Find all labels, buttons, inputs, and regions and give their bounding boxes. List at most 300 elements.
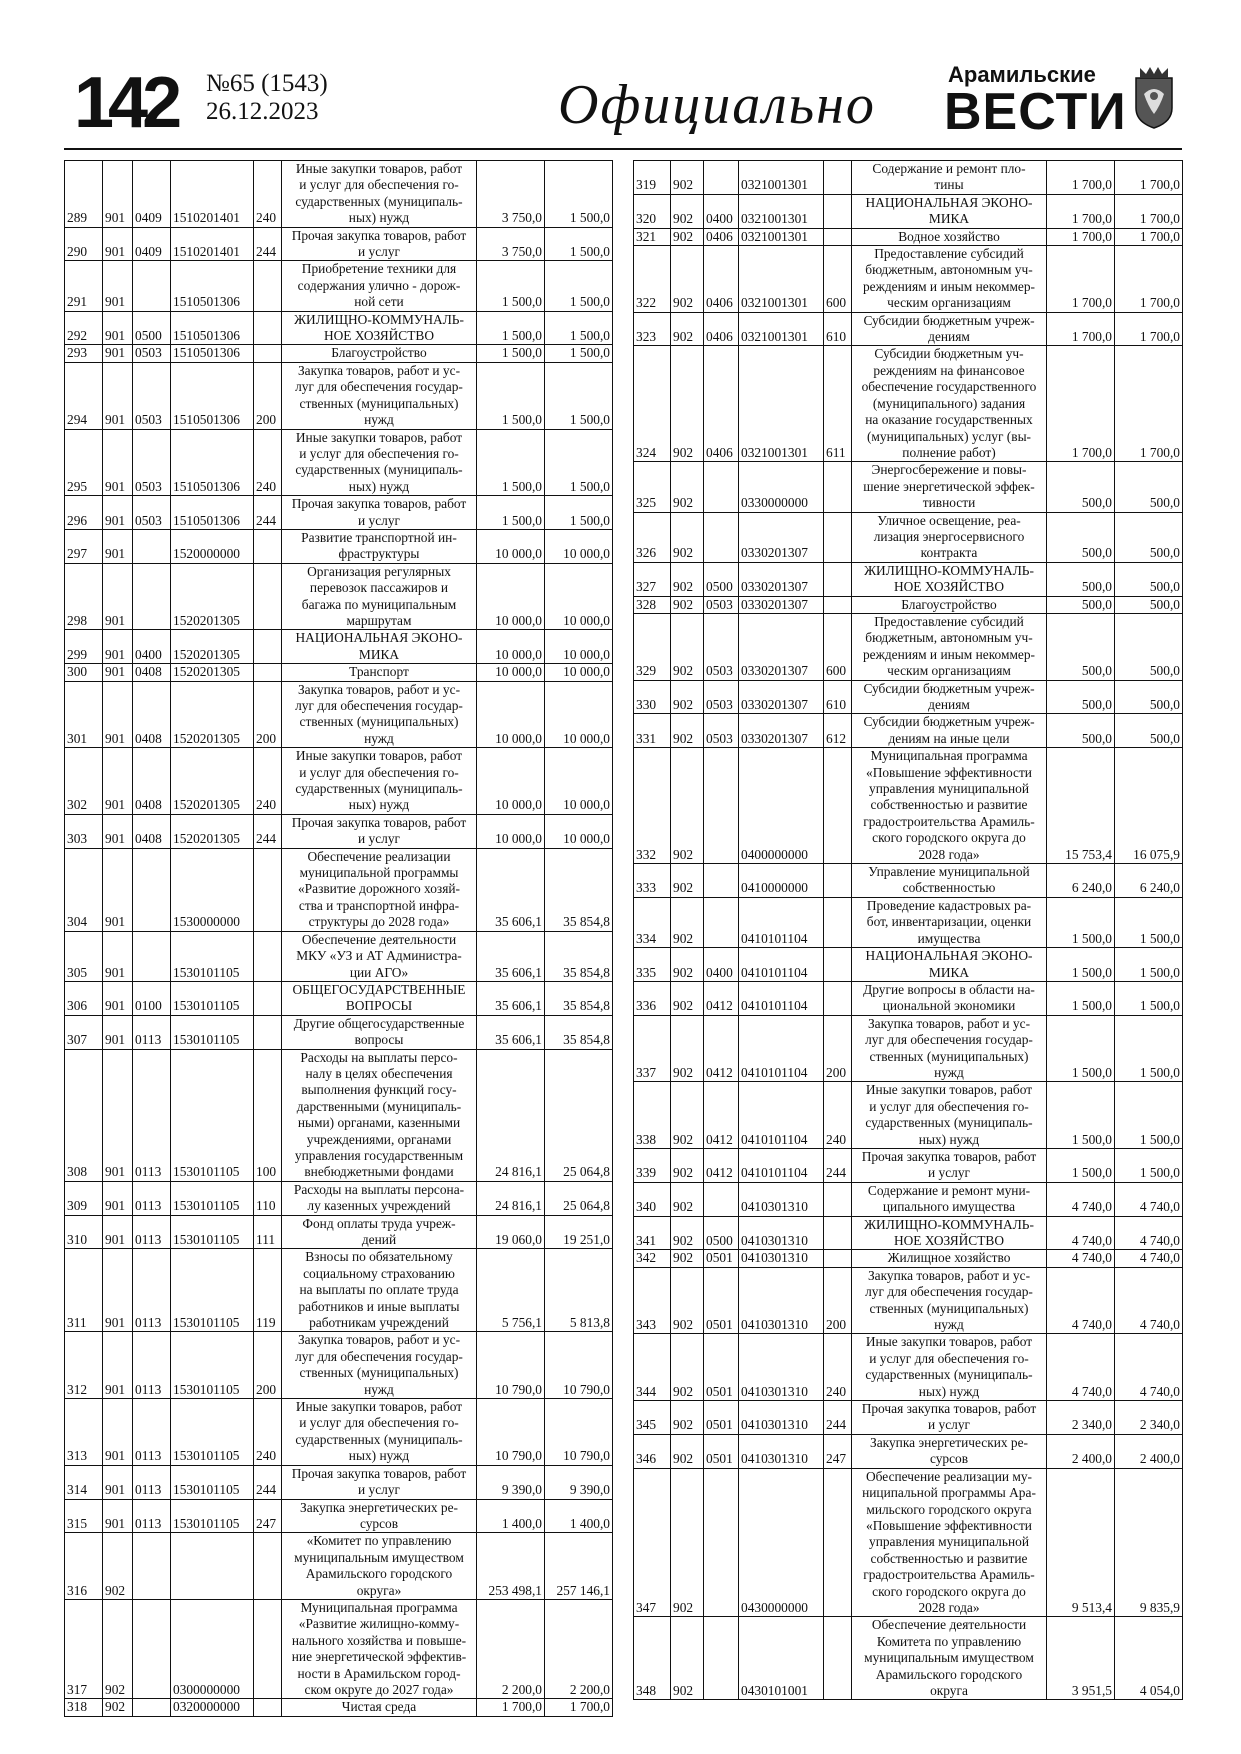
description-line: и услуг — [357, 244, 401, 260]
row-number: 306 — [65, 981, 103, 1015]
section-code: 0113 — [133, 1499, 171, 1533]
description-line: ности в Арамильском город- — [297, 1665, 461, 1681]
description-line: Прочая закупка товаров, работ — [291, 227, 467, 243]
description-line: и услуг для обеспечения го- — [869, 1350, 1029, 1366]
description-line: на выплаты по оплате труда — [299, 1282, 459, 1298]
ministry-code: 901 — [103, 529, 133, 563]
description-line: лизация энергосервисного — [873, 528, 1025, 544]
description-line: Закупка товаров, работ и ус- — [297, 681, 461, 697]
description-line: Иные закупки товаров, работ — [865, 1082, 1033, 1098]
amount-2025: 3 750,0 — [477, 161, 545, 228]
table-row — [65, 1599, 613, 1698]
table-row — [634, 562, 1183, 596]
brand-name-line2: ВЕСТИ — [944, 83, 1127, 141]
section-code: 0113 — [133, 1332, 171, 1399]
expense-type-code: 200 — [824, 1267, 852, 1334]
description-line: Закупка товаров, работ и ус- — [867, 1267, 1031, 1283]
amount-2025: 4 740,0 — [1047, 1334, 1115, 1401]
table-row — [634, 1617, 1183, 1700]
amount-2026: 1 700,0 — [1115, 161, 1183, 195]
table-row — [65, 1015, 613, 1049]
description-line: и услуг — [357, 512, 401, 528]
ministry-code: 901 — [103, 814, 133, 848]
expense-type-code — [254, 311, 282, 345]
description-line: и услуг для обеспечения го- — [299, 177, 459, 193]
target-article-code: 1530101105 — [171, 1465, 254, 1499]
expense-type-code — [254, 1533, 282, 1600]
amount-2026: 10 000,0 — [545, 529, 613, 563]
description-line: ском округе до 2027 года» — [304, 1681, 454, 1697]
section-code: 0500 — [704, 562, 739, 596]
row-number: 318 — [65, 1699, 103, 1716]
description-line: муниципальной программы — [299, 865, 459, 881]
row-number: 323 — [634, 312, 671, 346]
description-line: Жилищное хозяйство — [887, 1250, 1011, 1266]
expense-type-code — [824, 981, 852, 1015]
issue-date: 26.12.2023 — [206, 98, 319, 125]
ministry-code: 901 — [103, 1465, 133, 1499]
expense-type-code — [254, 664, 282, 681]
description-line: Фонд оплаты труда учреж- — [302, 1215, 456, 1231]
amount-2026: 9 835,9 — [1115, 1468, 1183, 1617]
amount-2026: 2 340,0 — [1115, 1401, 1183, 1435]
table-row — [634, 312, 1183, 346]
description-line: «Комитет по управлению — [306, 1533, 452, 1549]
description-line: ВОПРОСЫ — [345, 998, 413, 1014]
description-line: маршрутам — [346, 612, 412, 628]
expense-type-code — [824, 161, 852, 195]
section-title: Официально — [558, 74, 876, 136]
description-line: ского городского округа до — [872, 830, 1026, 846]
row-number: 314 — [65, 1465, 103, 1499]
description — [282, 496, 477, 530]
description-line: дений — [361, 1232, 397, 1247]
section-code: 0408 — [133, 814, 171, 848]
description-line: Арамильского городского — [875, 1666, 1023, 1682]
description — [852, 1334, 1047, 1401]
description-line: нального хозяйства и повыше- — [291, 1632, 467, 1648]
description-line: НАЦИОНАЛЬНАЯ ЭКОНО- — [865, 948, 1033, 964]
description-line: фраструктуры — [338, 546, 420, 562]
row-number: 346 — [634, 1434, 671, 1468]
description — [282, 563, 477, 630]
ministry-code: 901 — [103, 1015, 133, 1049]
description-line: Прочая закупка товаров, работ — [861, 1401, 1037, 1417]
description-line: выполнения функций госу- — [301, 1082, 457, 1098]
row-number: 310 — [65, 1215, 103, 1249]
description-line: Организация регулярных — [307, 563, 451, 579]
ministry-code: 902 — [671, 748, 704, 864]
description — [852, 948, 1047, 982]
row-number: 339 — [634, 1148, 671, 1182]
description — [852, 346, 1047, 462]
description-line: ных) нужд — [918, 1383, 980, 1399]
target-article-code: 0321001301 — [739, 312, 824, 346]
amount-2025: 253 498,1 — [477, 1533, 545, 1600]
section-code: 0501 — [704, 1267, 739, 1334]
target-article-code: 0321001301 — [739, 161, 824, 195]
ministry-code: 902 — [671, 714, 704, 748]
description-line: луг для обеспечения государ- — [295, 698, 463, 713]
description-line: и услуг для обеспечения го- — [869, 1098, 1029, 1114]
target-article-code: 0410301310 — [739, 1434, 824, 1468]
row-number: 313 — [65, 1399, 103, 1466]
ministry-code: 901 — [103, 362, 133, 429]
target-article-code: 1520201305 — [171, 681, 254, 748]
section-code: 0503 — [704, 613, 739, 680]
description-line: управления государственным — [294, 1147, 464, 1163]
amount-2026: 1 700,0 — [1115, 194, 1183, 228]
amount-2025: 1 700,0 — [1047, 194, 1115, 228]
amount-2026: 1 500,0 — [545, 362, 613, 429]
row-number: 302 — [65, 748, 103, 815]
description — [282, 630, 477, 664]
ministry-code: 902 — [671, 346, 704, 462]
description-line: дарственными (муниципаль- — [296, 1098, 462, 1114]
amount-2026: 1 500,0 — [545, 429, 613, 496]
row-number: 344 — [634, 1334, 671, 1401]
description-line: социальному страхованию — [303, 1265, 455, 1281]
amount-2026: 1 700,0 — [1115, 346, 1183, 462]
description-line: Субсидии бюджетным учреж- — [863, 714, 1035, 730]
amount-2026: 25 064,8 — [545, 1181, 613, 1215]
ministry-code: 902 — [671, 1434, 704, 1468]
description — [282, 311, 477, 345]
section-code: 0503 — [133, 345, 171, 362]
row-number: 316 — [65, 1533, 103, 1600]
amount-2026: 500,0 — [1115, 714, 1183, 748]
amount-2025: 24 816,1 — [477, 1049, 545, 1181]
expense-type-code — [824, 512, 852, 562]
description-line: ственных (муниципальных) — [869, 1048, 1029, 1064]
description-line: работникам учреждений — [309, 1315, 449, 1331]
description — [282, 981, 477, 1015]
table-row — [65, 1399, 613, 1466]
ministry-code: 902 — [103, 1599, 133, 1698]
target-article-code: 0330201307 — [739, 714, 824, 748]
table-row — [634, 1015, 1183, 1082]
description-line: Расходы на выплаты персо- — [300, 1049, 458, 1065]
target-article-code: 0410101104 — [739, 948, 824, 982]
row-number: 329 — [634, 613, 671, 680]
ministry-code: 902 — [671, 161, 704, 195]
amount-2026: 1 500,0 — [1115, 948, 1183, 982]
table-row — [65, 664, 613, 681]
table-row — [65, 848, 613, 931]
amount-2025: 1 700,0 — [1047, 228, 1115, 245]
target-article-code: 0400000000 — [739, 748, 824, 864]
description — [852, 897, 1047, 947]
section-code: 0113 — [133, 1215, 171, 1249]
description-line: НОЕ ХОЗЯЙСТВО — [893, 579, 1005, 595]
page-header — [64, 62, 1182, 148]
table-row — [65, 227, 613, 261]
table-row — [634, 1334, 1183, 1401]
description — [852, 512, 1047, 562]
table-row — [65, 1533, 613, 1600]
target-article-code: 0330201307 — [739, 613, 824, 680]
amount-2026: 16 075,9 — [1115, 748, 1183, 864]
description-line: и услуг — [927, 1165, 971, 1181]
description-line: сударственных (муниципаль- — [865, 1367, 1033, 1383]
description-line: МИКА — [358, 646, 400, 662]
section-code — [133, 848, 171, 931]
target-article-code: 0321001301 — [739, 228, 824, 245]
table-row — [65, 681, 613, 748]
description — [282, 161, 477, 228]
description — [852, 1468, 1047, 1617]
table-row — [65, 1181, 613, 1215]
row-number: 334 — [634, 897, 671, 947]
expense-type-code — [254, 563, 282, 630]
amount-2026: 1 500,0 — [545, 161, 613, 228]
description-line: ЖИЛИЩНО-КОММУНАЛЬ- — [864, 1216, 1034, 1232]
description-line: имущества — [917, 930, 981, 946]
table-row — [634, 680, 1183, 714]
description-line: внебюджетными фондами — [304, 1164, 454, 1180]
table-row — [65, 1699, 613, 1716]
expense-type-code — [254, 261, 282, 311]
amount-2026: 19 251,0 — [545, 1215, 613, 1249]
description-line: содержания улично - дорож- — [297, 277, 461, 293]
description-line: вопросы — [354, 1032, 404, 1048]
description-line: Закупка энергетических ре- — [869, 1434, 1029, 1450]
expense-type-code — [254, 848, 282, 931]
description-line: обеспечение государственного — [861, 379, 1037, 395]
expense-type-code: 244 — [254, 814, 282, 848]
description-line: МИКА — [928, 211, 970, 227]
ministry-code: 901 — [103, 227, 133, 261]
amount-2026: 10 790,0 — [545, 1332, 613, 1399]
description-line: Закупка товаров, работ и ус- — [297, 1332, 461, 1348]
amount-2026: 1 500,0 — [545, 311, 613, 345]
description-line: муниципальным имуществом — [864, 1650, 1034, 1666]
row-number: 289 — [65, 161, 103, 228]
description — [852, 1148, 1047, 1182]
ministry-code: 901 — [103, 345, 133, 362]
amount-2026: 2 200,0 — [545, 1599, 613, 1698]
row-number: 296 — [65, 496, 103, 530]
amount-2026: 500,0 — [1115, 613, 1183, 680]
section-code — [133, 529, 171, 563]
expense-type-code — [824, 1182, 852, 1216]
description — [852, 1434, 1047, 1468]
section-code: 0412 — [704, 1148, 739, 1182]
amount-2026: 1 500,0 — [545, 496, 613, 530]
page-number: 142 — [74, 63, 177, 143]
row-number: 330 — [634, 680, 671, 714]
description — [282, 848, 477, 931]
description-line: сударственных (муниципаль- — [295, 193, 463, 209]
row-number: 327 — [634, 562, 671, 596]
table-row — [65, 563, 613, 630]
section-code: 0406 — [704, 346, 739, 462]
table-row — [634, 1468, 1183, 1617]
amount-2026: 10 000,0 — [545, 748, 613, 815]
ministry-code: 902 — [671, 1401, 704, 1435]
description-line: 2028 года» — [918, 1599, 980, 1615]
ministry-code: 902 — [671, 228, 704, 245]
description-line: МИКА — [928, 964, 970, 980]
description-line: ными) органами, казенными — [297, 1115, 461, 1131]
section-code: 0503 — [133, 496, 171, 530]
table-row — [634, 194, 1183, 228]
section-code: 0408 — [133, 664, 171, 681]
ministry-code: 902 — [671, 596, 704, 613]
expense-type-code — [824, 562, 852, 596]
amount-2025: 1 700,0 — [1047, 246, 1115, 313]
row-number: 317 — [65, 1599, 103, 1698]
description-line: перевозок пассажиров и — [309, 580, 449, 596]
amount-2026: 2 400,0 — [1115, 1434, 1183, 1468]
target-article-code: 1520201305 — [171, 664, 254, 681]
description-line: тивности — [922, 495, 976, 511]
expense-type-code — [824, 1216, 852, 1250]
amount-2025: 500,0 — [1047, 680, 1115, 714]
section-code: 0503 — [133, 362, 171, 429]
description-line: Обеспечение реализации — [307, 848, 451, 864]
ministry-code: 901 — [103, 1499, 133, 1533]
description — [282, 1015, 477, 1049]
amount-2025: 1 700,0 — [1047, 312, 1115, 346]
description — [282, 681, 477, 748]
amount-2026: 4 740,0 — [1115, 1182, 1183, 1216]
description-line: и услуг для обеспечения го- — [299, 1415, 459, 1431]
description — [852, 194, 1047, 228]
target-article-code: 1530101105 — [171, 1215, 254, 1249]
description-line: сурсов — [929, 1451, 969, 1467]
description-line: «Повышение эффективности — [866, 764, 1032, 780]
description — [852, 1015, 1047, 1082]
description-line: ние энергетической эффектив- — [291, 1649, 467, 1665]
amount-2026: 10 000,0 — [545, 630, 613, 664]
amount-2026: 1 500,0 — [1115, 897, 1183, 947]
table-row — [65, 1049, 613, 1181]
amount-2025: 2 340,0 — [1047, 1401, 1115, 1435]
amount-2025: 10 000,0 — [477, 814, 545, 848]
row-number: 295 — [65, 429, 103, 496]
amount-2026: 35 854,8 — [545, 981, 613, 1015]
amount-2025: 1 500,0 — [1047, 1082, 1115, 1149]
table-row — [634, 1434, 1183, 1468]
amount-2026: 10 000,0 — [545, 664, 613, 681]
table-row — [634, 246, 1183, 313]
description-line: Иные закупки товаров, работ — [295, 1399, 463, 1415]
table-row — [634, 346, 1183, 462]
ministry-code: 901 — [103, 681, 133, 748]
table-row — [634, 748, 1183, 864]
description — [282, 1499, 477, 1533]
ministry-code: 901 — [103, 496, 133, 530]
target-article-code: 1530101105 — [171, 1332, 254, 1399]
target-article-code: 1530000000 — [171, 848, 254, 931]
description — [852, 680, 1047, 714]
description-line: Расходы на выплаты персона- — [293, 1181, 465, 1197]
ministry-code: 901 — [103, 261, 133, 311]
expense-type-code — [824, 1617, 852, 1700]
description-line: ственных (муниципальных) — [299, 714, 459, 730]
description — [282, 931, 477, 981]
description-line: нужд — [934, 1317, 964, 1333]
amount-2026: 4 740,0 — [1115, 1216, 1183, 1250]
issue-info — [206, 70, 328, 126]
table-row — [65, 1499, 613, 1533]
amount-2026: 10 790,0 — [545, 1399, 613, 1466]
section-code: 0400 — [133, 630, 171, 664]
description — [282, 1399, 477, 1466]
target-article-code: 1530101105 — [171, 1249, 254, 1332]
target-article-code: 1530101105 — [171, 1399, 254, 1466]
amount-2025: 1 700,0 — [1047, 161, 1115, 195]
amount-2026: 1 400,0 — [545, 1499, 613, 1533]
description — [852, 1250, 1047, 1267]
budget-table-right — [633, 160, 1183, 1700]
description-line: реждениям и иным некоммер- — [862, 646, 1036, 662]
table-row — [634, 948, 1183, 982]
expense-type-code: 200 — [254, 681, 282, 748]
description — [852, 1216, 1047, 1250]
section-code: 0500 — [704, 1216, 739, 1250]
amount-2026: 4 740,0 — [1115, 1334, 1183, 1401]
table-row — [634, 897, 1183, 947]
ministry-code: 902 — [671, 1617, 704, 1700]
description-line: ческим организациям — [887, 295, 1011, 311]
description — [852, 1082, 1047, 1149]
description-line: управления муниципальной — [869, 1534, 1029, 1550]
expense-type-code: 610 — [824, 312, 852, 346]
amount-2025: 10 000,0 — [477, 630, 545, 664]
section-code: 0412 — [704, 1015, 739, 1082]
description-line: Благоустройство — [901, 596, 997, 612]
expense-type-code: 612 — [824, 714, 852, 748]
expense-type-code — [254, 345, 282, 362]
target-article-code: 1530101105 — [171, 1181, 254, 1215]
description-line: НАЦИОНАЛЬНАЯ ЭКОНО- — [865, 194, 1033, 210]
expense-type-code: 240 — [824, 1334, 852, 1401]
table-row — [65, 362, 613, 429]
row-number: 305 — [65, 931, 103, 981]
target-article-code: 0321001301 — [739, 194, 824, 228]
amount-2025: 24 816,1 — [477, 1181, 545, 1215]
ministry-code: 901 — [103, 931, 133, 981]
section-code: 0408 — [133, 681, 171, 748]
amount-2026: 500,0 — [1115, 512, 1183, 562]
target-article-code: 1510501306 — [171, 496, 254, 530]
description-line: и услуг — [357, 1482, 401, 1498]
table-row — [634, 864, 1183, 898]
description-line: НОЕ ХОЗЯЙСТВО — [323, 328, 435, 344]
description-line: Арамильского городского — [305, 1566, 453, 1582]
row-number: 336 — [634, 981, 671, 1015]
section-code: 0406 — [704, 246, 739, 313]
description-line: МКУ «УЗ и АТ Администра- — [296, 948, 462, 964]
description-line: собственностью и развитие — [870, 797, 1028, 813]
amount-2025: 1 500,0 — [1047, 981, 1115, 1015]
section-code — [133, 1533, 171, 1600]
table-row — [634, 1182, 1183, 1216]
description-line: «Повышение эффективности — [866, 1517, 1032, 1533]
description — [852, 981, 1047, 1015]
ministry-code: 902 — [671, 981, 704, 1015]
amount-2026: 1 700,0 — [1115, 228, 1183, 245]
ministry-code: 902 — [671, 1468, 704, 1617]
description-line: ных) нужд — [918, 1131, 980, 1147]
section-code: 0412 — [704, 1082, 739, 1149]
table-row — [634, 613, 1183, 680]
description — [852, 714, 1047, 748]
expense-type-code: 244 — [254, 496, 282, 530]
ministry-code: 901 — [103, 748, 133, 815]
